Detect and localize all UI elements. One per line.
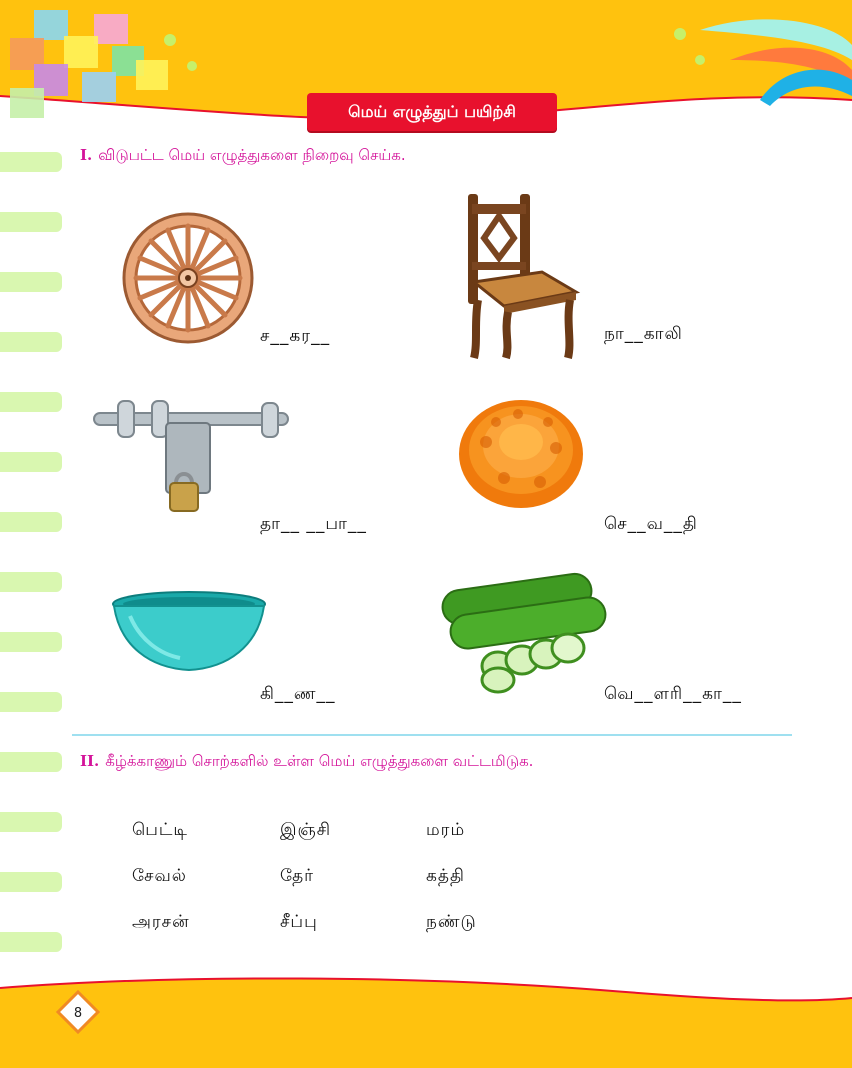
margin-tab: [0, 212, 62, 232]
margin-tab: [0, 332, 62, 352]
margin-tab: [0, 572, 62, 592]
section-2-text: கீழ்க்காணும் சொற்களில் உள்ள மெய் எழுத்துகளை வட்டமிடுக.: [105, 752, 534, 770]
blank-word-4: செ__வ__தி: [604, 514, 698, 534]
margin-tab: [0, 512, 62, 532]
word-item: நண்டு: [426, 912, 477, 932]
blank-word-1: ச__கர__: [260, 326, 331, 346]
blank-word-3: தா__ __பா__: [260, 514, 367, 534]
chair-image: [464, 192, 582, 360]
cucumber-image: [438, 570, 610, 696]
page-number: 8: [73, 1005, 83, 1021]
word-item: அரசன்: [132, 912, 190, 932]
door-latch-image: [92, 395, 292, 519]
wheel-image: [120, 210, 256, 346]
footer-background: [0, 968, 852, 1068]
section-2-instruction: [80, 752, 533, 772]
margin-tab: [0, 272, 62, 292]
blank-word-5: கி__ண__: [260, 684, 336, 704]
margin-tab: [0, 632, 62, 652]
margin-tab: [0, 692, 62, 712]
margin-tab: [0, 812, 62, 832]
word-item: மரம்: [426, 820, 466, 840]
word-item: பெட்டி: [132, 820, 188, 840]
word-item: சீப்பு: [280, 912, 318, 932]
word-item: தேர்: [280, 866, 315, 886]
section-2-number: II.: [80, 752, 100, 770]
section-1-text: விடுபட்ட மெய் எழுத்துகளை நிறைவு செய்க.: [98, 146, 406, 164]
word-item: சேவல்: [132, 866, 187, 886]
word-item: கத்தி: [426, 866, 465, 886]
section-1-instruction: [80, 146, 406, 166]
blank-word-2: நா__காலி: [604, 324, 683, 344]
blank-word-6: வெ__ளரி__கா__: [604, 684, 742, 704]
margin-tab: [0, 152, 62, 172]
word-item: இஞ்சி: [280, 820, 332, 840]
margin-tab: [0, 392, 62, 412]
margin-tab: [0, 452, 62, 472]
page-title: மெய் எழுத்துப் பயிற்சி: [307, 93, 557, 131]
marigold-image: [456, 392, 586, 512]
margin-tab: [0, 932, 62, 952]
section-1-number: I.: [80, 146, 93, 164]
margin-tab: [0, 752, 62, 772]
margin-tab: [0, 872, 62, 892]
section-divider: [72, 734, 792, 736]
bowl-image: [110, 590, 268, 676]
